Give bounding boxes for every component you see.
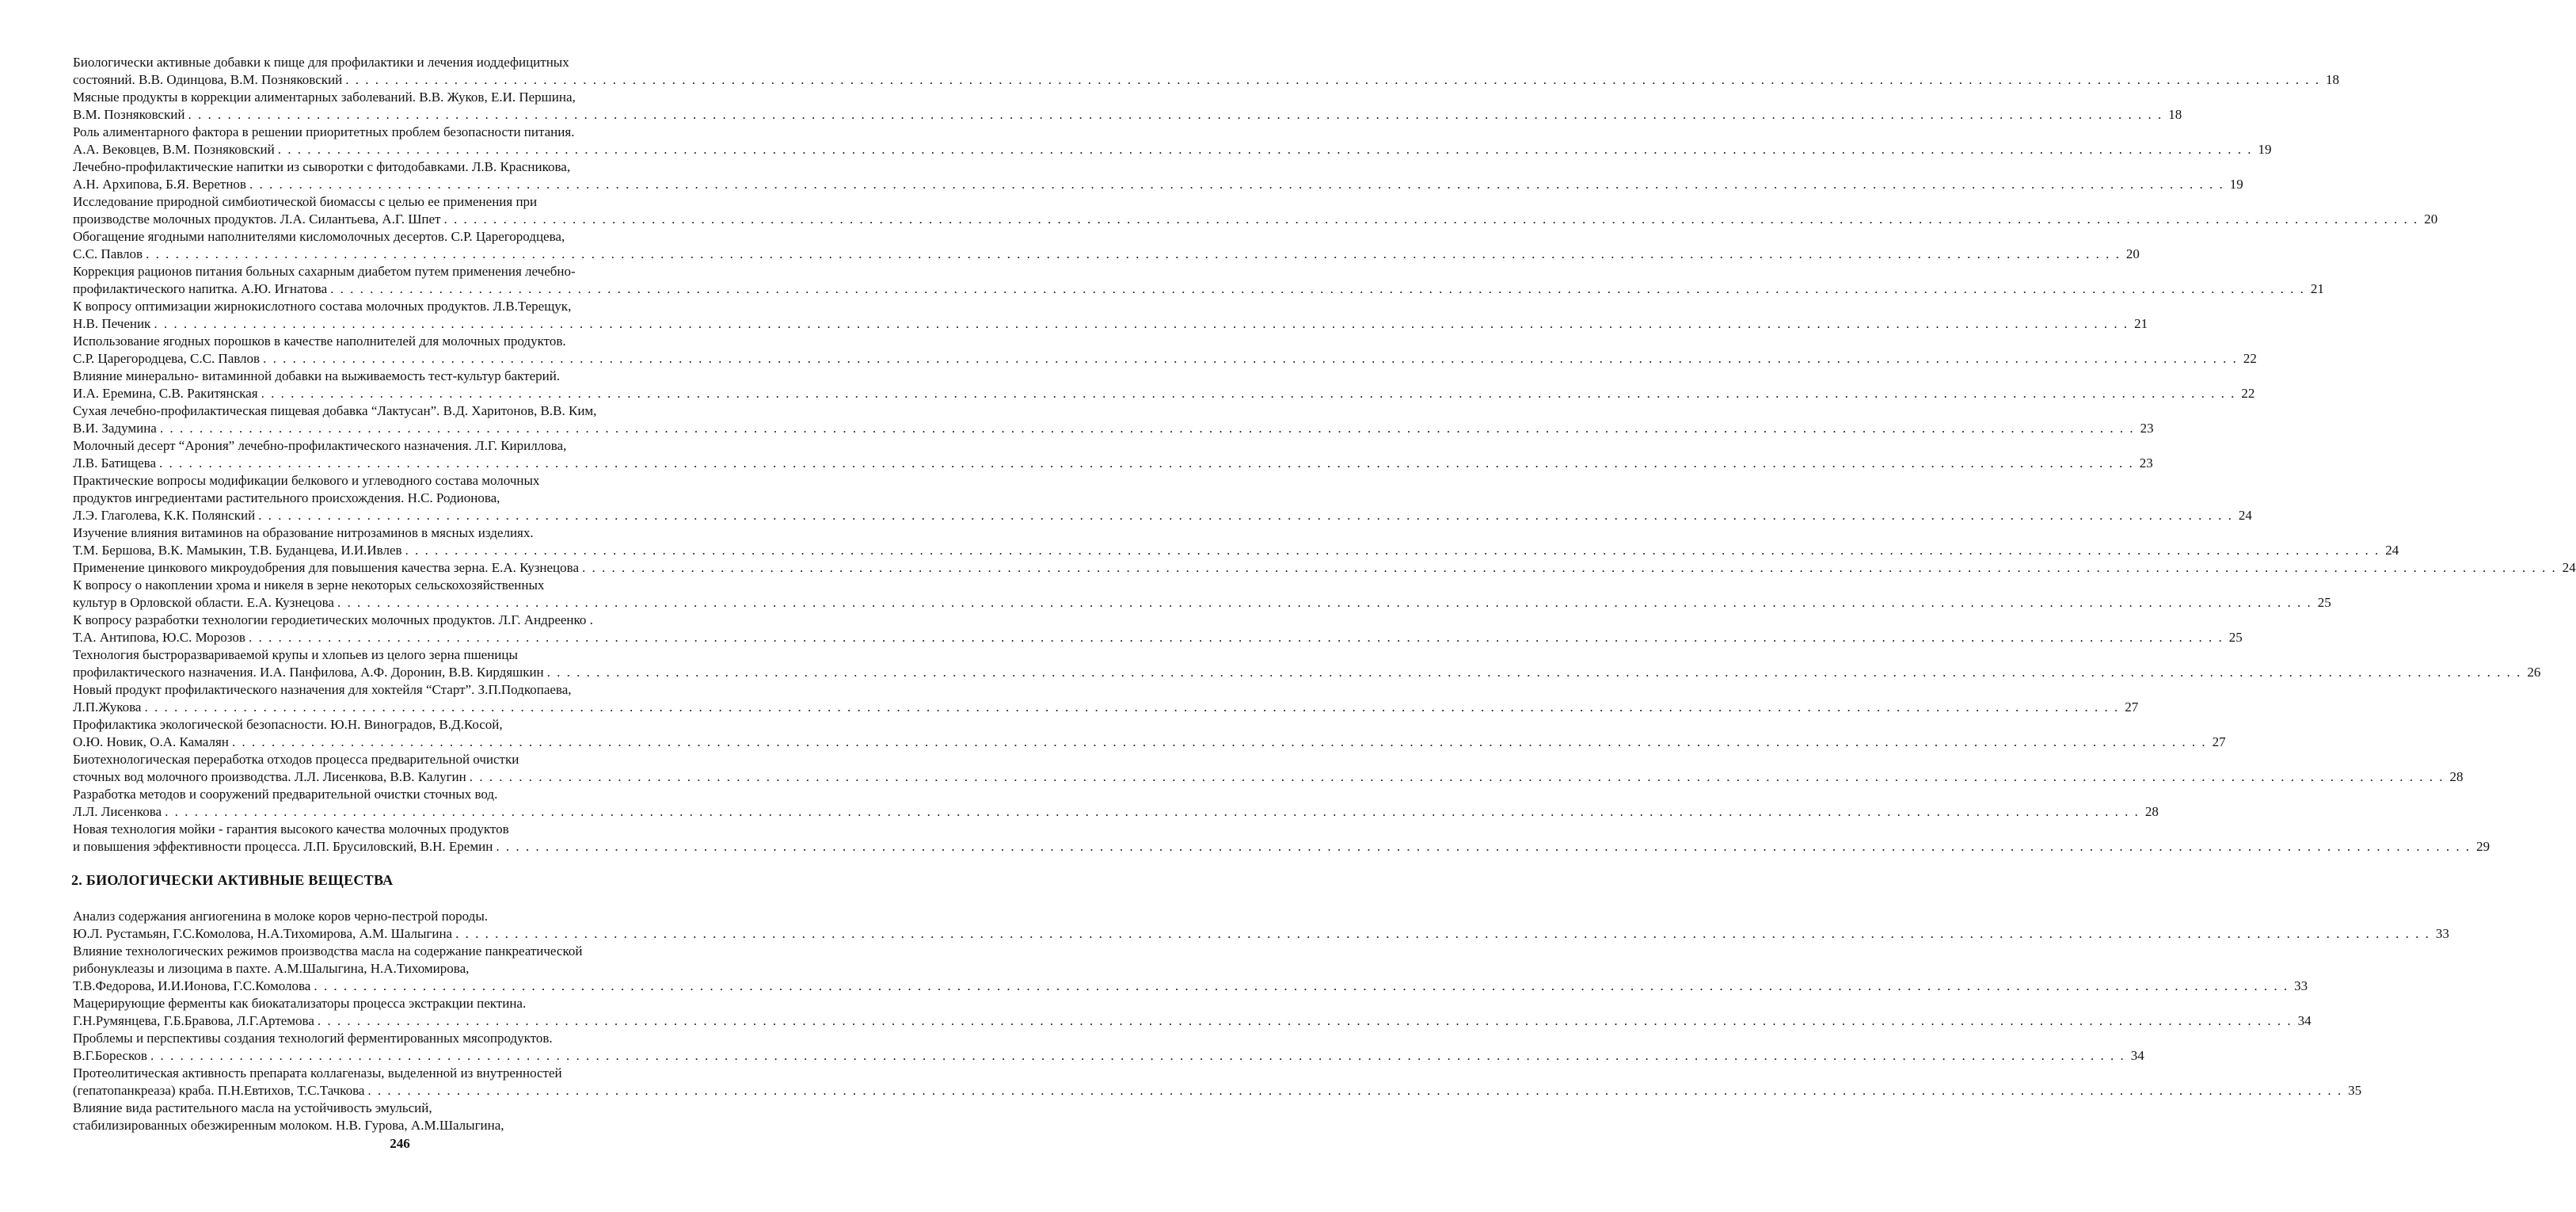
toc-dot-leader: . . . . . . . . . . . . . . . . . . . . . . . . . . . . . . . . . . . . . . . . . . . . . . . . . . . . . . . . . . . . . . . . . . . . . . . . . . . . . . . . . . . . . . . . . . . . . . . . . . . . . . . . . . . . . . . . . . . . . . . . . . . . . . . . . . . . . . . . . . . . . . . . . . . . . . . . . . . . . . . . . . . . . . . . . . . . . . . . . . . . . . . . . . . . . . . . . . . . . . . . bbox=[337, 595, 2312, 610]
toc-entry-authors: Л.В. Батищева bbox=[73, 455, 156, 471]
toc-entry-line: Исследование природной симбиотической биомассы с целью ее применения при bbox=[73, 194, 538, 209]
toc-dot-leader: . . . . . . . . . . . . . . . . . . . . . . . . . . . . . . . . . . . . . . . . . . . . . . . . . . . . . . . . . . . . . . . . . . . . . . . . . . . . . . . . . . . . . . . . . . . . . . . . . . . . . . . . . . . . . . . . . . . . . . . . . . . . . . . . . . . . . . . . . . . . . . . . . . . . . . . . . . . . . . . . . . . . . . . . . . . . . . . . . . . . . . . . . . . . . . . . . . . . . . . . bbox=[258, 508, 2233, 523]
toc-dot-leader: . . . . . . . . . . . . . . . . . . . . . . . . . . . . . . . . . . . . . . . . . . . . . . . . . . . . . . . . . . . . . . . . . . . . . . . . . . . . . . . . . . . . . . . . . . . . . . . . . . . . . . . . . . . . . . . . . . . . . . . . . . . . . . . . . . . . . . . . . . . . . . . . . . . . . . . . . . . . . . . . . . . . . . . . . . . . . . . . . . . . . . . . . . . . . . . . . . . . . . . . bbox=[367, 1083, 2343, 1098]
toc-dot-leader: . . . . . . . . . . . . . . . . . . . . . . . . . . . . . . . . . . . . . . . . . . . . . . . . . . . . . . . . . . . . . . . . . . . . . . . . . . . . . . . . . . . . . . . . . . . . . . . . . . . . . . . . . . . . . . . . . . . . . . . . . . . . . . . . . . . . . . . . . . . . . . . . . . . . . . . . . . . . . . . . . . . . . . . . . . . . . . . . . . . . . . . . . . . . . . . . . . . . . . . . bbox=[496, 839, 2471, 854]
toc-entry bbox=[73, 263, 2324, 298]
toc-entry-line: Протеолитическая активность препарата коллагеназы, выделенной из внутренностей bbox=[73, 1065, 562, 1081]
toc-entry bbox=[73, 1100, 740, 1134]
toc-entry-last-line bbox=[73, 978, 2308, 995]
toc-page-number: 20 bbox=[2125, 246, 2140, 261]
toc-dot-leader: . . . . . . . . . . . . . . . . . . . . . . . . . . . . . . . . . . . . . . . . . . . . . . . . . . . . . . . . . . . . . . . . . . . . . . . . . . . . . . . . . . . . . . . . . . . . . . . . . . . . . . . . . . . . . . . . . . . . . . . . . . . . . . . . . . . . . . . . . . . . . . . . . . . . . . . . . . . . . . . . . . . . . . . . . . . . . . . . . . . . . . . . . . . . . . . . . . . . . . . . bbox=[144, 699, 2120, 715]
toc-entry-line: Проблемы и перспективы создания технологий ферментированных мясопродуктов. bbox=[73, 1031, 553, 1046]
toc-dot-leader: . . . . . . . . . . . . . . . . . . . . . . . . . . . . . . . . . . . . . . . . . . . . . . . . . . . . . . . . . . . . . . . . . . . . . . . . . . . . . . . . . . . . . . . . . . . . . . . . . . . . . . . . . . . . . . . . . . . . . . . . . . . . . . . . . . . . . . . . . . . . . . . . . . . . . . . . . . . . . . . . . . . . . . . . . . . . . . . . . . . . . . . . . . . . . . . . . . . . . . . . bbox=[231, 734, 2207, 749]
toc-entry bbox=[73, 158, 2243, 193]
toc-entry-authors: сточных вод молочного производства. Л.Л. Лисенкова, В.В. Калугин bbox=[73, 769, 466, 784]
toc-page-number: 21 bbox=[2134, 316, 2148, 331]
toc-dot-leader: . . . . . . . . . . . . . . . . . . . . . . . . . . . . . . . . . . . . . . . . . . . . . . . . . . . . . . . . . . . . . . . . . . . . . . . . . . . . . . . . . . . . . . . . . . . . . . . . . . . . . . . . . . . . . . . . . . . . . . . . . . . . . . . . . . . . . . . . . . . . . . . . . . . . . . . . . . . . . . . . . . . . . . . . . . . . . . . . . . . . . . . . . . . . . . . . . . . . . . . . bbox=[345, 72, 2320, 87]
toc-entry-last-line bbox=[73, 420, 2154, 437]
toc-page-number: 24 bbox=[2385, 543, 2399, 558]
toc-page-number: 20 bbox=[2424, 212, 2438, 227]
toc-page-number: 34 bbox=[2297, 1013, 2312, 1028]
toc-dot-leader: . . . . . . . . . . . . . . . . . . . . . . . . . . . . . . . . . . . . . . . . . . . . . . . . . . . . . . . . . . . . . . . . . . . . . . . . . . . . . . . . . . . . . . . . . . . . . . . . . . . . . . . . . . . . . . . . . . . . . . . . . . . . . . . . . . . . . . . . . . . . . . . . . . . . . . . . . . . . . . . . . . . . . . . . . . . . . . . . . . . . . . . . . . . . . . . . . . . . . . . . bbox=[330, 281, 2305, 296]
toc-dot-leader: . . . . . . . . . . . . . . . . . . . . . . . . . . . . . . . . . . . . . . . . . . . . . . . . . . . . . . . . . . . . . . . . . . . . . . . . . . . . . . . . . . . . . . . . . . . . . . . . . . . . . . . . . . . . . . . . . . . . . . . . . . . . . . . . . . . . . . . . . . . . . . . . . . . . . . . . . . . . . . . . . . . . . . . . . . . . . . . . . . . . . . . . . . . . . . . . . . . . . . . . bbox=[314, 978, 2289, 993]
toc-entry-line: К вопросу о накоплении хрома и никеля в зерне некоторых сельскохозяйственных bbox=[73, 577, 545, 593]
toc-entry-authors: О.Ю. Новик, О.А. Камалян bbox=[73, 734, 229, 749]
toc-dot-leader: . . . . . . . . . . . . . . . . . . . . . . . . . . . . . . . . . . . . . . . . . . . . . . . . . . . . . . . . . . . . . . . . . . . . . . . . . . . . . . . . . . . . . . . . . . . . . . . . . . . . . . . . . . . . . . . . . . . . . . . . . . . . . . . . . . . . . . . . . . . . . . . . . . . . . . . . . . . . . . . . . . . . . . . . . . . . . . . . . . . . . . . . . . . . . . . . . . . . . . . . bbox=[546, 665, 2522, 680]
toc-entry bbox=[73, 298, 2148, 333]
toc-entry bbox=[73, 402, 2154, 437]
toc-entry-last-line bbox=[73, 629, 2243, 646]
toc-entry bbox=[73, 368, 2255, 402]
toc-entry-line: продуктов ингредиентами растительного происхождения. Н.С. Родионова, bbox=[73, 490, 500, 505]
toc-dot-leader: . . . . . . . . . . . . . . . . . . . . . . . . . . . . . . . . . . . . . . . . . . . . . . . . . . . . . . . . . . . . . . . . . . . . . . . . . . . . . . . . . . . . . . . . . . . . . . . . . . . . . . . . . . . . . . . . . . . . . . . . . . . . . . . . . . . . . . . . . . . . . . . . . . . . . . . . . . . . . . . . . . . . . . . . . . . . . . . . . . . . . . . . . . . . . . . . . . . . . . . . bbox=[159, 455, 2134, 471]
toc-entry-authors: Т.В.Федорова, И.И.Ионова, Г.С.Комолова bbox=[73, 978, 311, 993]
toc-entry-last-line bbox=[73, 455, 2153, 472]
toc-page-number: 27 bbox=[2125, 699, 2139, 715]
toc-entry-last-line bbox=[73, 1082, 2362, 1100]
toc-entry-authors: С.С. Павлов bbox=[73, 246, 143, 261]
toc-entry-last-line bbox=[73, 838, 2490, 856]
toc-entry-line: Влияние вида растительного масла на устойчивость эмульсий, bbox=[73, 1100, 432, 1115]
toc-dot-leader: . . . . . . . . . . . . . . . . . . . . . . . . . . . . . . . . . . . . . . . . . . . . . . . . . . . . . . . . . . . . . . . . . . . . . . . . . . . . . . . . . . . . . . . . . . . . . . . . . . . . . . . . . . . . . . . . . . . . . . . . . . . . . . . . . . . . . . . . . . . . . . . . . . . . . . . . . . . . . . . . . . . . . . . . . . . . . . . . . . . . . . . . . . . . . . . . . . . . . . . . bbox=[261, 386, 2236, 401]
toc-page-number: 27 bbox=[2212, 734, 2226, 749]
toc-entry-authors: В.И. Задумина bbox=[73, 421, 157, 436]
toc-dot-leader: . . . . . . . . . . . . . . . . . . . . . . . . . . . . . . . . . . . . . . . . . . . . . . . . . . . . . . . . . . . . . . . . . . . . . . . . . . . . . . . . . . . . . . . . . . . . . . . . . . . . . . . . . . . . . . . . . . . . . . . . . . . . . . . . . . . . . . . . . . . . . . . . . . . . . . . . . . . . . . . . . . . . . . . . . . . . . . . . . . . . . . . . . . . . . . . . . . . . . . . . bbox=[248, 630, 2224, 645]
toc-entry-last-line bbox=[73, 71, 2339, 89]
toc-entry-last-line bbox=[73, 211, 2438, 228]
toc-dot-leader: . . . . . . . . . . . . . . . . . . . . . . . . . . . . . . . . . . . . . . . . . . . . . . . . . . . . . . . . . . . . . . . . . . . . . . . . . . . . . . . . . . . . . . . . . . . . . . . . . . . . . . . . . . . . . . . . . . . . . . . . . . . . . . . . . . . . . . . . . . . . . . . . . . . . . . . . . . . . . . . . . . . . . . . . . . . . . . . . . . . . . . . . . . . . . . . . . . . . . . . . bbox=[317, 1013, 2293, 1028]
toc-entry-authors: В.Г.Боресков bbox=[73, 1048, 147, 1063]
toc-entry-last-line bbox=[73, 385, 2255, 402]
toc-entry bbox=[73, 437, 2153, 472]
toc-entry-line: Биологически активные добавки к пище для профилактики и лечения иоддефицитных bbox=[73, 55, 569, 70]
toc-entry-authors: Л.Э. Глаголева, К.К. Полянский bbox=[73, 508, 256, 523]
toc-entry bbox=[73, 646, 2541, 681]
toc-entry bbox=[73, 577, 2331, 612]
toc-dot-leader: . . . . . . . . . . . . . . . . . . . . . . . . . . . . . . . . . . . . . . . . . . . . . . . . . . . . . . . . . . . . . . . . . . . . . . . . . . . . . . . . . . . . . . . . . . . . . . . . . . . . . . . . . . . . . . . . . . . . . . . . . . . . . . . . . . . . . . . . . . . . . . . . . . . . . . . . . . . . . . . . . . . . . . . . . . . . . . . . . . . . . . . . . . . . . . . . . . . . . . . . bbox=[469, 769, 2445, 784]
toc-entry-authors: Г.Н.Румянцева, Г.Б.Бравова, Л.Г.Артемова bbox=[73, 1013, 314, 1028]
toc-entry-last-line bbox=[73, 699, 2139, 716]
toc-block-1 bbox=[73, 54, 2576, 856]
toc-entry-last-line bbox=[73, 350, 2257, 368]
toc-entry-line: Использование ягодных порошков в качестве наполнителей для молочных продуктов. bbox=[73, 333, 566, 349]
toc-entry-line: Профилактика экологической безопасности. Ю.Н. Виноградов, В.Д.Косой, bbox=[73, 717, 503, 732]
toc-entry bbox=[73, 89, 2182, 124]
toc-page-number: 18 bbox=[2325, 72, 2339, 87]
toc-page-number: 25 bbox=[2317, 595, 2331, 610]
toc-entry-authors: С.Р. Царегородцева, С.С. Павлов bbox=[73, 351, 261, 366]
toc-entry-line: Новый продукт профилактического назначения для хоктейля “Старт”. З.П.Подкопаева, bbox=[73, 682, 572, 697]
toc-entry-last-line bbox=[73, 768, 2464, 786]
toc-entry-authors: и повышения эффективности процесса. Л.П. Брусиловский, В.Н. Еремин bbox=[73, 839, 493, 854]
toc-entry bbox=[73, 559, 2576, 577]
toc-entry bbox=[73, 524, 2399, 559]
toc-entry bbox=[73, 333, 2257, 368]
toc-entry-line: Роль алиментарного фактора в решении приоритетных проблем безопасности питания. bbox=[73, 124, 575, 139]
toc-entry-last-line bbox=[73, 734, 2226, 751]
toc-dot-leader: . . . . . . . . . . . . . . . . . . . . . . . . . . . . . . . . . . . . . . . . . . . . . . . . . . . . . . . . . . . . . . . . . . . . . . . . . . . . . . . . . . . . . . . . . . . . . . . . . . . . . . . . . . . . . . . . . . . . . . . . . . . . . . . . . . . . . . . . . . . . . . . . . . . . . . . . . . . . . . . . . . . . . . . . . . . . . . . . . . . . . . . . . . . . . . . . . . . . . . . . bbox=[188, 107, 2163, 122]
toc-dot-leader: . . . . . . . . . . . . . . . . . . . . . . . . . . . . . . . . . . . . . . . . . . . . . . . . . . . . . . . . . . . . . . . . . . . . . . . . . . . . . . . . . . . . . . . . . . . . . . . . . . . . . . . . . . . . . . . . . . . . . . . . . . . . . . . . . . . . . . . . . . . . . . . . . . . . . . . . . . . . . . . . . . . . . . . . . . . . . . . . . . . . . . . . . . . . . . . . . . . . . . . . bbox=[150, 1048, 2125, 1063]
toc-entry-authors: состояний. В.В. Одинцова, В.М. Позняковский bbox=[73, 72, 343, 87]
toc-page-number: 24 bbox=[2238, 508, 2252, 523]
toc-entry-line: Сухая лечебно-профилактическая пищевая добавка “Лактусан”. В.Д. Харитонов, В.В. Ким, bbox=[73, 403, 597, 418]
toc-entry-line: рибонуклеазы и лизоцима в пахте. А.М.Шалыгина, Н.А.Тихомирова, bbox=[73, 961, 470, 976]
toc-page-number: 22 bbox=[2243, 351, 2257, 366]
toc-page-number: 26 bbox=[2527, 665, 2541, 680]
toc-entry-line: Молочный десерт “Арония” лечебно-профилактического назначения. Л.Г. Кириллова, bbox=[73, 438, 567, 453]
toc-entry-last-line bbox=[73, 542, 2399, 559]
toc-entry-last-line bbox=[73, 803, 2159, 821]
toc-entry-last-line bbox=[73, 559, 2576, 577]
toc-entry-authors: В.М. Позняковский bbox=[73, 107, 185, 122]
toc-entry-line: Биотехнологическая переработка отходов процесса предварительной очистки bbox=[73, 752, 519, 767]
toc-entry-last-line bbox=[73, 594, 2331, 612]
toc-entry-authors: Применение цинкового микроудобрения для повышения качества зерна. Е.А. Кузнецова bbox=[73, 560, 580, 575]
toc-dot-leader: . . . . . . . . . . . . . . . . . . . . . . . . . . . . . . . . . . . . . . . . . . . . . . . . . . . . . . . . . . . . . . . . . . . . . . . . . . . . . . . . . . . . . . . . . . . . . . . . . . . . . . . . . . . . . . . . . . . . . . . . . . . . . . . . . . . . . . . . . . . . . . . . . . . . . . . . . . . . . . . . . . . . . . . . . . . . . . . . . . . . . . . . . . . . . . . . . . . . . . . . bbox=[165, 804, 2140, 819]
toc-entry-authors: А.Н. Архипова, Б.Я. Веретнов bbox=[73, 177, 246, 192]
toc-dot-leader: . . . . . . . . . . . . . . . . . . . . . . . . . . . . . . . . . . . . . . . . . . . . . . . . . . . . . . . . . . . . . . . . . . . . . . . . . . . . . . . . . . . . . . . . . . . . . . . . . . . . . . . . . . . . . . . . . . . . . . . . . . . . . . . . . . . . . . . . . . . . . . . . . . . . . . . . . . . . . . . . . . . . . . . . . . . . . . . . . . . . . . . . . . . . . . . . . . . . . . . . bbox=[443, 212, 2419, 227]
toc-entry bbox=[73, 228, 2140, 263]
toc-dot-leader: . . . . . . . . . . . . . . . . . . . . . . . . . . . . . . . . . . . . . . . . . . . . . . . . . . . . . . . . . . . . . . . . . . . . . . . . . . . . . . . . . . . . . . . . . . . . . . . . . . . . . . . . . . . . . . . . . . . . . . . . . . . . . . . . . . . . . . . . . . . . . . . . . . . . . . . . . . . . . . . . . . . . . . . . . . . . . . . . . . . . . . . . . . . . . . . . . . . . . . . . bbox=[455, 926, 2430, 941]
toc-page-number: 18 bbox=[2168, 107, 2182, 122]
toc-dot-leader: . . . . . . . . . . . . . . . . . . . . . . . . . . . . . . . . . . . . . . . . . . . . . . . . . . . . . . . . . . . . . . . . . . . . . . . . . . . . . . . . . . . . . . . . . . . . . . . . . . . . . . . . . . . . . . . . . . . . . . . . . . . . . . . . . . . . . . . . . . . . . . . . . . . . . . . . . . . . . . . . . . . . . . . . . . . . . . . . . . . . . . . . . . . . . . . . . . . . . . . . bbox=[154, 316, 2129, 331]
toc-entry-line: Лечебно-профилактические напитки из сыворотки с фитодобавками. Л.В. Красникова, bbox=[73, 159, 571, 174]
toc-entry-line: Практические вопросы модификации белкового и углеводного состава молочных bbox=[73, 473, 540, 488]
toc-page-number: 24 bbox=[2562, 560, 2576, 575]
toc-entry bbox=[73, 124, 2272, 158]
toc-dot-leader: . . . . . . . . . . . . . . . . . . . . . . . . . . . . . . . . . . . . . . . . . . . . . . . . . . . . . . . . . . . . . . . . . . . . . . . . . . . . . . . . . . . . . . . . . . . . . . . . . . . . . . . . . . . . . . . . . . . . . . . . . . . . . . . . . . . . . . . . . . . . . . . . . . . . . . . . . . . . . . . . . . . . . . . . . . . . . . . . . . . . . . . . . . . . . . . . . . . . . . . . bbox=[159, 421, 2135, 436]
toc-page-number: 33 bbox=[2435, 926, 2449, 941]
toc-entry-last-line bbox=[73, 246, 2140, 263]
toc-entry-authors: И.А. Еремина, С.В. Ракитянская bbox=[73, 386, 258, 401]
toc-entry-last-line bbox=[73, 925, 2449, 943]
toc-entry-authors: Л.Л. Лисенкова bbox=[73, 804, 162, 819]
toc-entry-line: К вопросу оптимизации жирнокислотного состава молочных продуктов. Л.В.Терещук, bbox=[73, 299, 572, 314]
toc-entry-line: Влияние минерально- витаминной добавки на выживаемость тест-культур бактерий. bbox=[73, 368, 561, 383]
toc-entry bbox=[73, 472, 2252, 524]
toc-page-number: 33 bbox=[2294, 978, 2308, 993]
toc-entry-authors: (гепатопанкреаза) краба. П.Н.Евтихов, Т.С.Тачкова bbox=[73, 1083, 365, 1098]
toc-entry bbox=[73, 821, 2490, 856]
toc-page-number: 21 bbox=[2310, 281, 2324, 296]
toc-entry-authors: Н.В. Печеник bbox=[73, 316, 151, 331]
toc-entry-line: Изучение влияния витаминов на образование нитрозаминов в мясных изделиях. bbox=[73, 525, 534, 540]
toc-dot-leader: . . . . . . . . . . . . . . . . . . . . . . . . . . . . . . . . . . . . . . . . . . . . . . . . . . . . . . . . . . . . . . . . . . . . . . . . . . . . . . . . . . . . . . . . . . . . . . . . . . . . . . . . . . . . . . . . . . . . . . . . . . . . . . . . . . . . . . . . . . . . . . . . . . . . . . . . . . . . . . . . . . . . . . . . . . . . . . . . . . . . . . . . . . . . . . . . . . . . . . . . bbox=[277, 142, 2253, 157]
toc-entry-authors: Ю.Л. Рустамьян, Г.С.Комолова, Н.А.Тихомирова, А.М. Шалыгина bbox=[73, 926, 453, 941]
toc-entry bbox=[73, 751, 2464, 786]
toc-entry-authors: профилактического назначения. И.А. Панфилова, А.Ф. Доронин, В.В. Кирдяшкин bbox=[73, 665, 544, 680]
toc-entry-line: Мясные продукты в коррекции алиментарных заболеваний. В.В. Жуков, Е.И. Першина, bbox=[73, 90, 576, 105]
toc-entry-authors: Л.П.Жукова bbox=[73, 699, 142, 715]
toc-page-number: 28 bbox=[2144, 804, 2159, 819]
toc-entry bbox=[73, 1030, 2144, 1065]
toc-entry-line: Анализ содержания ангиогенина в молоке коров черно-пестрой породы. bbox=[73, 909, 488, 924]
toc-entry-last-line bbox=[73, 280, 2324, 298]
toc-page-number: 22 bbox=[2241, 386, 2255, 401]
toc-page-number: 23 bbox=[2139, 455, 2153, 471]
toc-entry-last-line bbox=[73, 1047, 2144, 1065]
toc-entry bbox=[73, 681, 2139, 716]
toc-entry-last-line bbox=[73, 1012, 2312, 1030]
toc-page-number: 34 bbox=[2130, 1048, 2144, 1063]
toc-entry-authors: производстве молочных продуктов. Л.А. Силантьева, А.Г. Шпет bbox=[73, 212, 441, 227]
toc-entry-last-line bbox=[73, 176, 2243, 193]
toc-entry-line: стабилизированных обезжиренным молоком. Н.В. Гурова, А.М.Шалыгина, bbox=[73, 1118, 504, 1133]
toc-page-number: 19 bbox=[2258, 142, 2272, 157]
toc-entry bbox=[73, 908, 2449, 943]
toc-entry-line: Мацерирующие ферменты как биокатализаторы процесса экстракции пектина. bbox=[73, 996, 527, 1011]
toc-entry-last-line bbox=[73, 141, 2272, 158]
toc-entry-authors: профилактического напитка. А.Ю. Игнатова bbox=[73, 281, 328, 296]
toc-page-number: 23 bbox=[2140, 421, 2154, 436]
toc-entry bbox=[73, 995, 2312, 1030]
toc-block-2 bbox=[73, 908, 2449, 1134]
toc-entry-line: Влияние технологических режимов производства масла на содержание панкреатической bbox=[73, 943, 583, 959]
toc-dot-leader: . . . . . . . . . . . . . . . . . . . . . . . . . . . . . . . . . . . . . . . . . . . . . . . . . . . . . . . . . . . . . . . . . . . . . . . . . . . . . . . . . . . . . . . . . . . . . . . . . . . . . . . . . . . . . . . . . . . . . . . . . . . . . . . . . . . . . . . . . . . . . . . . . . . . . . . . . . . . . . . . . . . . . . . . . . . . . . . . . . . . . . . . . . . . . . . . . . . . . . . . bbox=[405, 543, 2380, 558]
toc-dot-leader: . . . . . . . . . . . . . . . . . . . . . . . . . . . . . . . . . . . . . . . . . . . . . . . . . . . . . . . . . . . . . . . . . . . . . . . . . . . . . . . . . . . . . . . . . . . . . . . . . . . . . . . . . . . . . . . . . . . . . . . . . . . . . . . . . . . . . . . . . . . . . . . . . . . . . . . . . . . . . . . . . . . . . . . . . . . . . . . . . . . . . . . . . . . . . . . . . . . . . . . . bbox=[582, 560, 2557, 575]
toc-page-number: 29 bbox=[2476, 839, 2490, 854]
toc-entry bbox=[73, 54, 2339, 89]
toc-entry-authors: Т.М. Бершова, В.К. Мамыкин, Т.В. Буданцева, И.И.Ивлев bbox=[73, 543, 402, 558]
toc-entry-line: Обогащение ягодными наполнителями кисломолочных десертов. С.Р. Царегородцева, bbox=[73, 229, 565, 244]
toc-entry-authors: А.А. Вековцев, В.М. Позняковский bbox=[73, 142, 275, 157]
page-number: 246 bbox=[390, 1136, 410, 1151]
toc-entry-line: Разработка методов и сооружений предварительной очистки сточных вод. bbox=[73, 787, 498, 802]
toc-dot-leader: . . . . . . . . . . . . . . . . . . . . . . . . . . . . . . . . . . . . . . . . . . . . . . . . . . . . . . . . . . . . . . . . . . . . . . . . . . . . . . . . . . . . . . . . . . . . . . . . . . . . . . . . . . . . . . . . . . . . . . . . . . . . . . . . . . . . . . . . . . . . . . . . . . . . . . . . . . . . . . . . . . . . . . . . . . . . . . . . . . . . . . . . . . . . . . . . . . . . . . . . bbox=[146, 246, 2121, 261]
toc-page-number: 28 bbox=[2449, 769, 2464, 784]
toc-dot-leader: . . . . . . . . . . . . . . . . . . . . . . . . . . . . . . . . . . . . . . . . . . . . . . . . . . . . . . . . . . . . . . . . . . . . . . . . . . . . . . . . . . . . . . . . . . . . . . . . . . . . . . . . . . . . . . . . . . . . . . . . . . . . . . . . . . . . . . . . . . . . . . . . . . . . . . . . . . . . . . . . . . . . . . . . . . . . . . . . . . . . . . . . . . . . . . . . . . . . . . . . bbox=[249, 177, 2224, 192]
toc-page-number: 35 bbox=[2348, 1083, 2362, 1098]
toc-entry-line: Технология быстроразвариваемой крупы и хлопьев из целого зерна пшеницы bbox=[73, 647, 518, 662]
toc-dot-leader: . . . . . . . . . . . . . . . . . . . . . . . . . . . . . . . . . . . . . . . . . . . . . . . . . . . . . . . . . . . . . . . . . . . . . . . . . . . . . . . . . . . . . . . . . . . . . . . . . . . . . . . . . . . . . . . . . . . . . . . . . . . . . . . . . . . . . . . . . . . . . . . . . . . . . . . . . . . . . . . . . . . . . . . . . . . . . . . . . . . . . . . . . . . . . . . . . . . . . . . . bbox=[263, 351, 2238, 366]
toc-entry bbox=[73, 943, 2308, 995]
toc-entry bbox=[73, 786, 2159, 821]
toc-entry-line: Новая технология мойки - гарантия высокого качества молочных продуктов bbox=[73, 821, 509, 837]
toc-entry-authors: культур в Орловской области. Е.А. Кузнецова bbox=[73, 595, 334, 610]
section-title: 2. БИОЛОГИЧЕСКИ АКТИВНЫЕ ВЕЩЕСТВА bbox=[71, 872, 394, 888]
toc-entry bbox=[73, 612, 2243, 646]
toc-page-number: 19 bbox=[2229, 177, 2243, 192]
toc-entry bbox=[73, 716, 2226, 751]
toc-entry-line: Коррекция рационов питания больных сахарным диабетом путем применения лечебно- bbox=[73, 264, 576, 279]
toc-entry-last-line bbox=[73, 507, 2252, 524]
toc-entry-last-line bbox=[73, 315, 2148, 333]
toc-entry-last-line bbox=[73, 106, 2182, 124]
toc-entry-authors: Т.А. Антипова, Ю.С. Морозов bbox=[73, 630, 245, 645]
toc-entry-last-line bbox=[73, 664, 2541, 681]
toc-entry bbox=[73, 1065, 2362, 1100]
toc-page-number: 25 bbox=[2228, 630, 2243, 645]
toc-entry bbox=[73, 193, 2438, 228]
toc-entry-line: К вопросу разработки технологии геродиетических молочных продуктов. Л.Г. Андреенко . bbox=[73, 612, 593, 627]
